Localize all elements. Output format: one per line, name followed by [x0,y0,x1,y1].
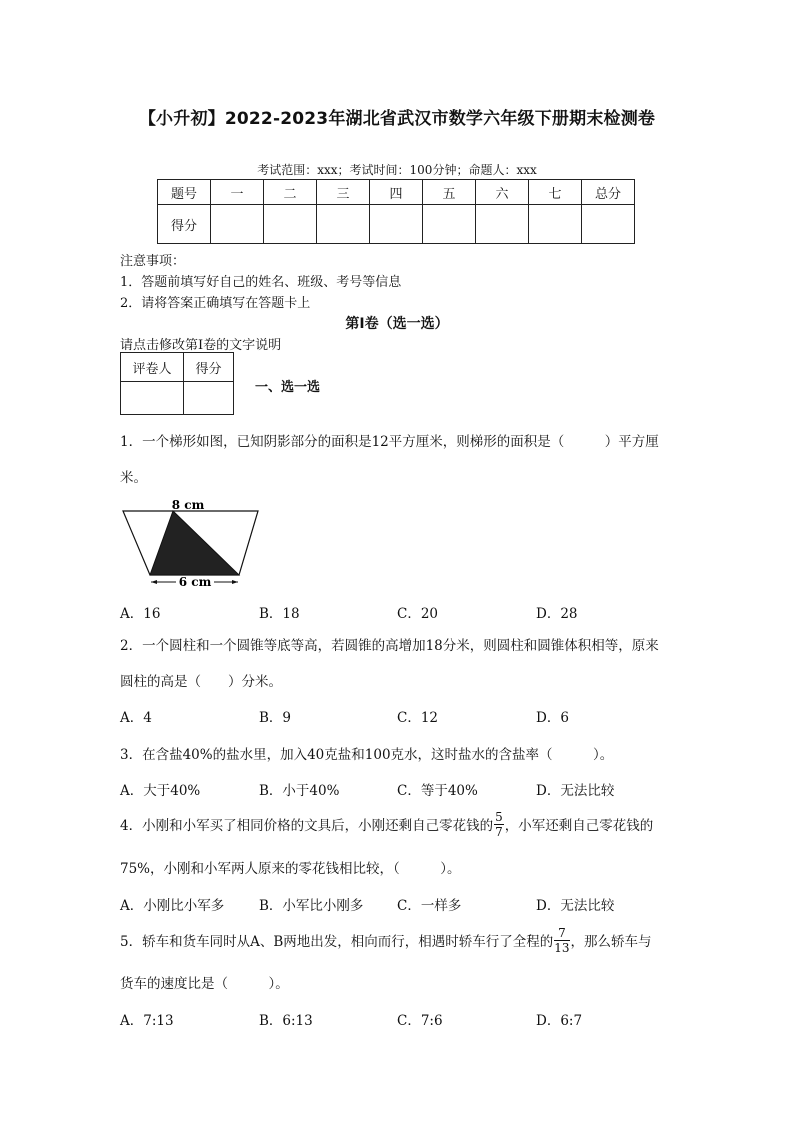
q5-option-a[interactable]: A．7:13 [120,1013,174,1029]
q4-option-b[interactable]: B．小军比小刚多 [259,898,364,914]
q3-option-d[interactable]: D．无法比较 [536,783,615,799]
score-entry-cell[interactable] [317,205,370,244]
q4-option-c[interactable]: C．一样多 [397,898,462,914]
grader-label: 评卷人 [121,353,184,382]
grader-score-entry-cell[interactable] [184,382,234,415]
score-entry-cell[interactable] [423,205,476,244]
arrow-left [151,580,157,584]
question-4-line-2: 75%，小刚和小军两人原来的零花钱相比较，（ ）。 [120,861,461,877]
score-cell: 二 [264,180,317,205]
grader-table [120,352,234,415]
fraction-five-sevenths [494,811,504,838]
fraction-numerator: 7 [554,927,569,941]
exam-info: 考试范围：xxx；考试时间：100分钟；命题人：xxx [257,163,537,177]
score-entry-cell[interactable] [582,205,635,244]
bottom-length-label: 6 cm [178,575,212,589]
q3-option-a[interactable]: A．大于40% [120,783,201,799]
question-3-line-1: 3．在含盐40%的盐水里，加入40克盐和100克水，这时盐水的含盐率（ ）。 [120,747,614,763]
score-cell: 七 [529,180,582,205]
q2-option-d[interactable]: D．6 [536,710,569,726]
q3-option-b[interactable]: B．小于40% [259,783,340,799]
q3-option-c[interactable]: C．等于40% [397,783,478,799]
score-table-header-row [158,180,635,205]
q1-option-a[interactable]: A．16 [120,606,161,622]
question-1-line-1: 1．一个梯形如图，已知阴影部分的面积是12平方厘米，则梯形的面积是（ ）平方厘 [120,434,659,450]
score-cell: 五 [423,180,476,205]
q2-option-b[interactable]: B．9 [259,710,292,726]
q1-option-c[interactable]: C．20 [397,606,439,622]
score-cell: 三 [317,180,370,205]
question-5-line-2: 货车的速度比是（ ）。 [120,976,289,992]
question-4-text-a: 4．小刚和小军买了相同价格的文具后，小刚还剩自己零花钱的 [120,818,494,834]
fraction-numerator: 5 [495,810,503,824]
notes-item-2: 2．请将答案正确填写在答题卡上 [120,296,311,311]
question-4-line-1 [120,810,654,840]
notes-item-1: 1．答题前填写好自己的姓名、班级、考号等信息 [120,275,402,290]
question-5-line-1 [120,926,652,956]
volume-title: 第Ⅰ卷（选一选） [345,316,449,332]
fraction-denominator: 7 [495,825,503,839]
score-entry-cell[interactable] [211,205,264,244]
top-length-label: 8 cm [171,498,205,512]
page-title: 【小升初】2022-2023年湖北省武汉市数学六年级下册期末检测卷 [138,109,656,129]
score-table [157,179,635,244]
q2-option-a[interactable]: A．4 [120,710,152,726]
question-1-line-2: 米。 [120,470,147,486]
q1-option-d[interactable]: D．28 [536,606,578,622]
q2-option-c[interactable]: C．12 [397,710,439,726]
grader-entry-row [121,382,234,415]
q5-option-c[interactable]: C．7:6 [397,1013,443,1029]
q1-option-b[interactable]: B．18 [259,606,300,622]
score-cell: 六 [476,180,529,205]
score-entry-cell[interactable] [370,205,423,244]
score-cell: 一 [211,180,264,205]
volume-description[interactable]: 请点击修改第I卷的文字说明 [120,338,282,353]
fraction-denominator: 13 [554,941,570,955]
score-table-score-row [158,205,635,244]
trapezoid-figure [118,495,268,590]
grader-score-label: 得分 [184,353,234,382]
notes-heading: 注意事项： [120,254,186,269]
q5-option-d[interactable]: D．6:7 [536,1013,583,1029]
q4-option-a[interactable]: A．小刚比小军多 [120,898,225,914]
q4-option-d[interactable]: D．无法比较 [536,898,615,914]
grader-entry-cell[interactable] [121,382,184,415]
fraction-seven-thirteenths [554,927,569,954]
shaded-triangle [150,511,239,575]
question-5-text-a: 5．轿车和货车同时从A、B两地出发，相向而行，相遇时轿车行了全程的 [120,934,554,950]
score-cell: 四 [370,180,423,205]
arrow-right [232,580,238,584]
grader-header-row [121,353,234,382]
section-title: 一、选一选 [255,380,321,395]
score-label-cell: 得分 [158,205,211,244]
question-5-text-b: ，那么轿车与 [570,934,652,950]
score-entry-cell[interactable] [529,205,582,244]
score-cell: 总分 [582,180,635,205]
score-entry-cell[interactable] [476,205,529,244]
score-cell: 题号 [158,180,211,205]
q5-option-b[interactable]: B．6:13 [259,1013,313,1029]
score-entry-cell[interactable] [264,205,317,244]
question-2-line-2: 圆柱的高是（ ）分米。 [120,674,282,690]
question-2-line-1: 2．一个圆柱和一个圆锥等底等高，若圆锥的高增加18分米，则圆柱和圆锥体积相等，原来 [120,638,659,654]
question-4-text-b: ，小军还剩自己零花钱的 [504,818,654,834]
